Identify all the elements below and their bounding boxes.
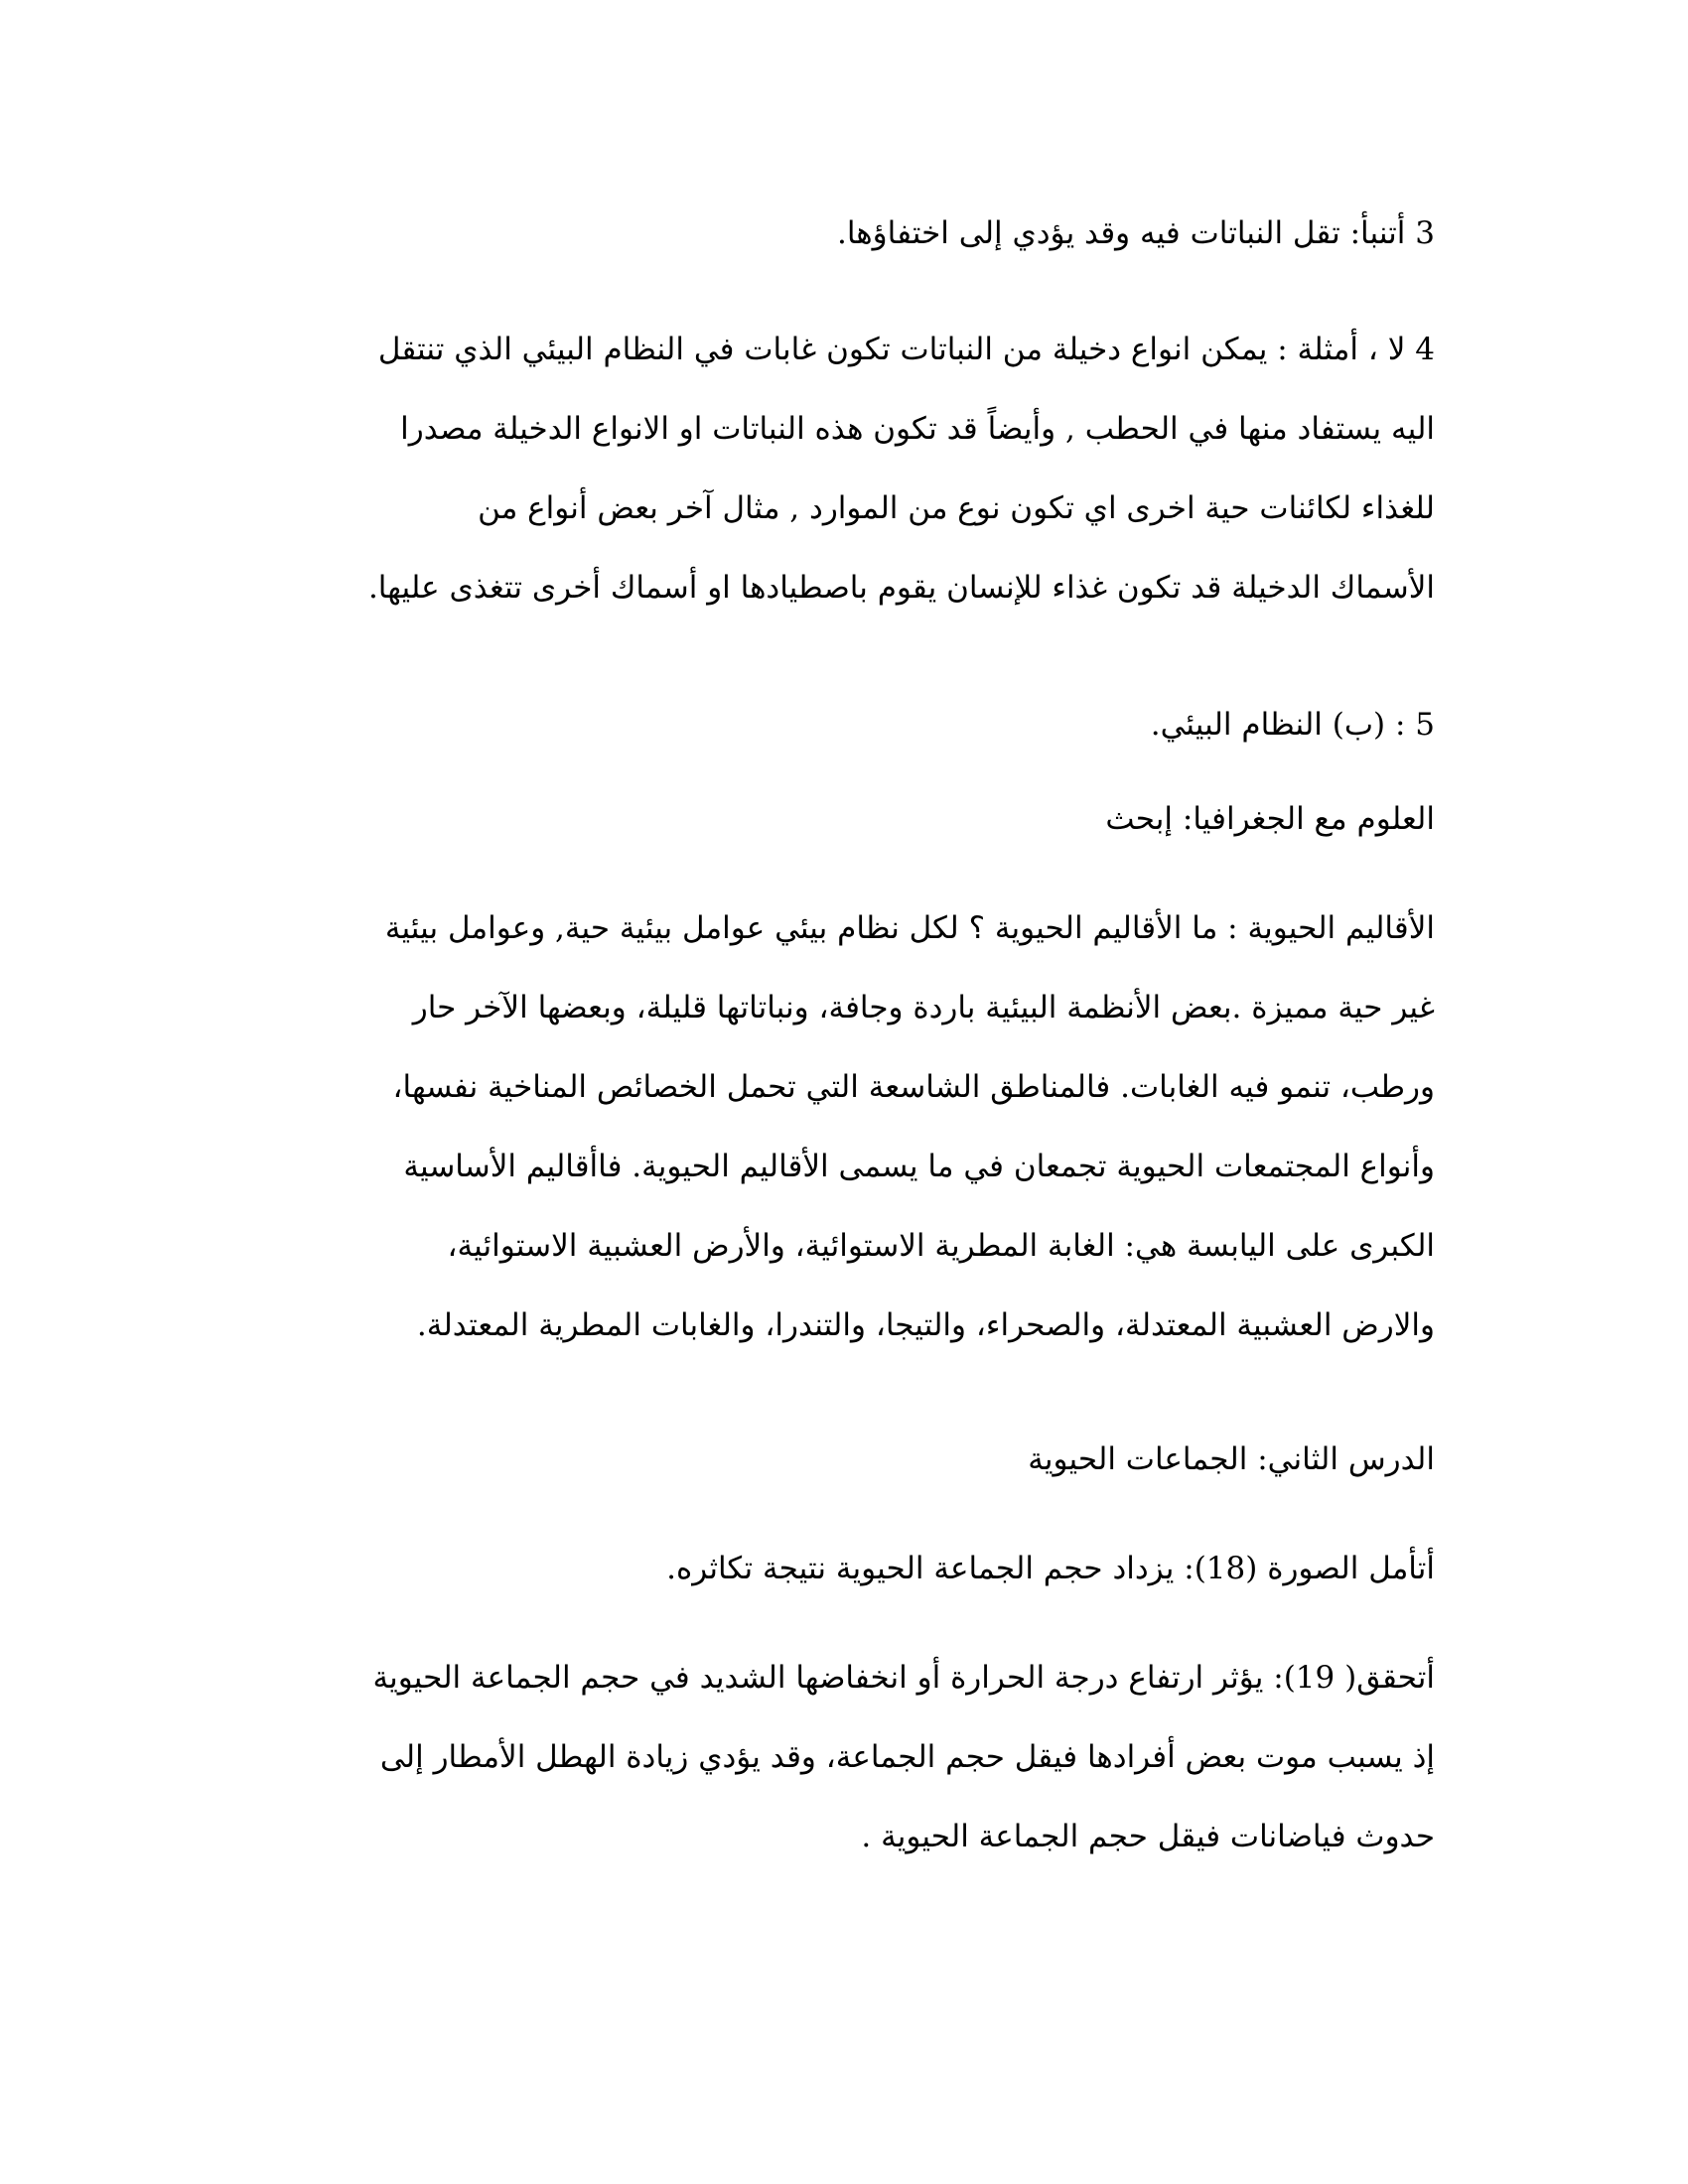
text-line: وأنواع المجتمعات الحيوية تجمعان في ما يسمى الأقاليم الحيوية. فاأقاليم الأساسية bbox=[403, 1149, 1435, 1184]
lesson-2-heading bbox=[268, 1420, 1435, 1499]
paragraph-answer-4 bbox=[268, 310, 1435, 627]
text-line: غير حية مميزة .بعض الأنظمة البيئية باردة وجافة، ونباتاتها قليلة، وبعضها الآخر حار bbox=[412, 990, 1435, 1025]
text-line: للغذاء لكائنات حية اخرى اي تكون نوع من الموارد , مثال آخر بعض أنواع من bbox=[478, 490, 1435, 526]
text-line: ورطب، تنمو فيه الغابات. فالمناطق الشاسعة التي تحمل الخصائص المناخية نفسها، bbox=[392, 1069, 1435, 1105]
paragraph-answer-5 bbox=[268, 685, 1435, 764]
text-line: الأسماك الدخيلة قد تكون غذاء للإنسان يقوم باصطيادها او أسماك أخرى تتغذى عليها. bbox=[367, 570, 1435, 606]
section-heading-science-geography bbox=[268, 779, 1435, 859]
paragraph-answer-3 bbox=[268, 194, 1435, 273]
text-line: العلوم مع الجغرافيا: إبحث bbox=[1105, 801, 1435, 837]
text-line: 4 لا ، أمثلة : يمكن انواع دخيلة من النباتات تكون غابات في النظام البيئي الذي تنتقل bbox=[377, 332, 1435, 367]
text-line: إذ يسبب موت بعض أفرادها فيقل حجم الجماعة، وقد يؤدي زيادة الهطل الأمطار إلى bbox=[379, 1739, 1435, 1775]
paragraph-check-19 bbox=[268, 1638, 1435, 1876]
text-line: 3 أتنبأ: تقل النباتات فيه وقد يؤدي إلى اختفاؤها. bbox=[837, 215, 1435, 251]
text-line: حدوث فياضانات فيقل حجم الجماعة الحيوية . bbox=[861, 1819, 1435, 1854]
text-line: الأقاليم الحيوية : ما الأقاليم الحيوية ؟ لكل نظام بيئي عوامل بيئية حية, وعوامل بيئية bbox=[384, 910, 1435, 946]
paragraph-figure-18 bbox=[268, 1529, 1435, 1608]
text-line: أتحقق( 19): يؤثر ارتفاع درجة الحرارة أو انخفاضها الشديد في حجم الجماعة الحيوية bbox=[372, 1660, 1435, 1696]
text-line: الدرس الثاني: الجماعات الحيوية bbox=[1028, 1441, 1435, 1477]
paragraph-biomes bbox=[268, 888, 1435, 1365]
text-line: أتأمل الصورة (18): يزداد حجم الجماعة الحيوية نتيجة تكاثره. bbox=[666, 1551, 1435, 1586]
text-line: 5 : (ب) النظام البيئي. bbox=[1150, 707, 1435, 743]
text-line: والارض العشبية المعتدلة، والصحراء، والتيجا، والتندرا، والغابات المطرية المعتدلة. bbox=[416, 1307, 1435, 1343]
text-line: الكبرى على اليابسة هي: الغابة المطرية الاستوائية، والأرض العشبية الاستوائية، bbox=[447, 1228, 1435, 1264]
text-line: اليه يستفاد منها في الحطب , وأيضاً قد تكون هذه النباتات او الانواع الدخيلة مصدرا bbox=[400, 411, 1435, 447]
